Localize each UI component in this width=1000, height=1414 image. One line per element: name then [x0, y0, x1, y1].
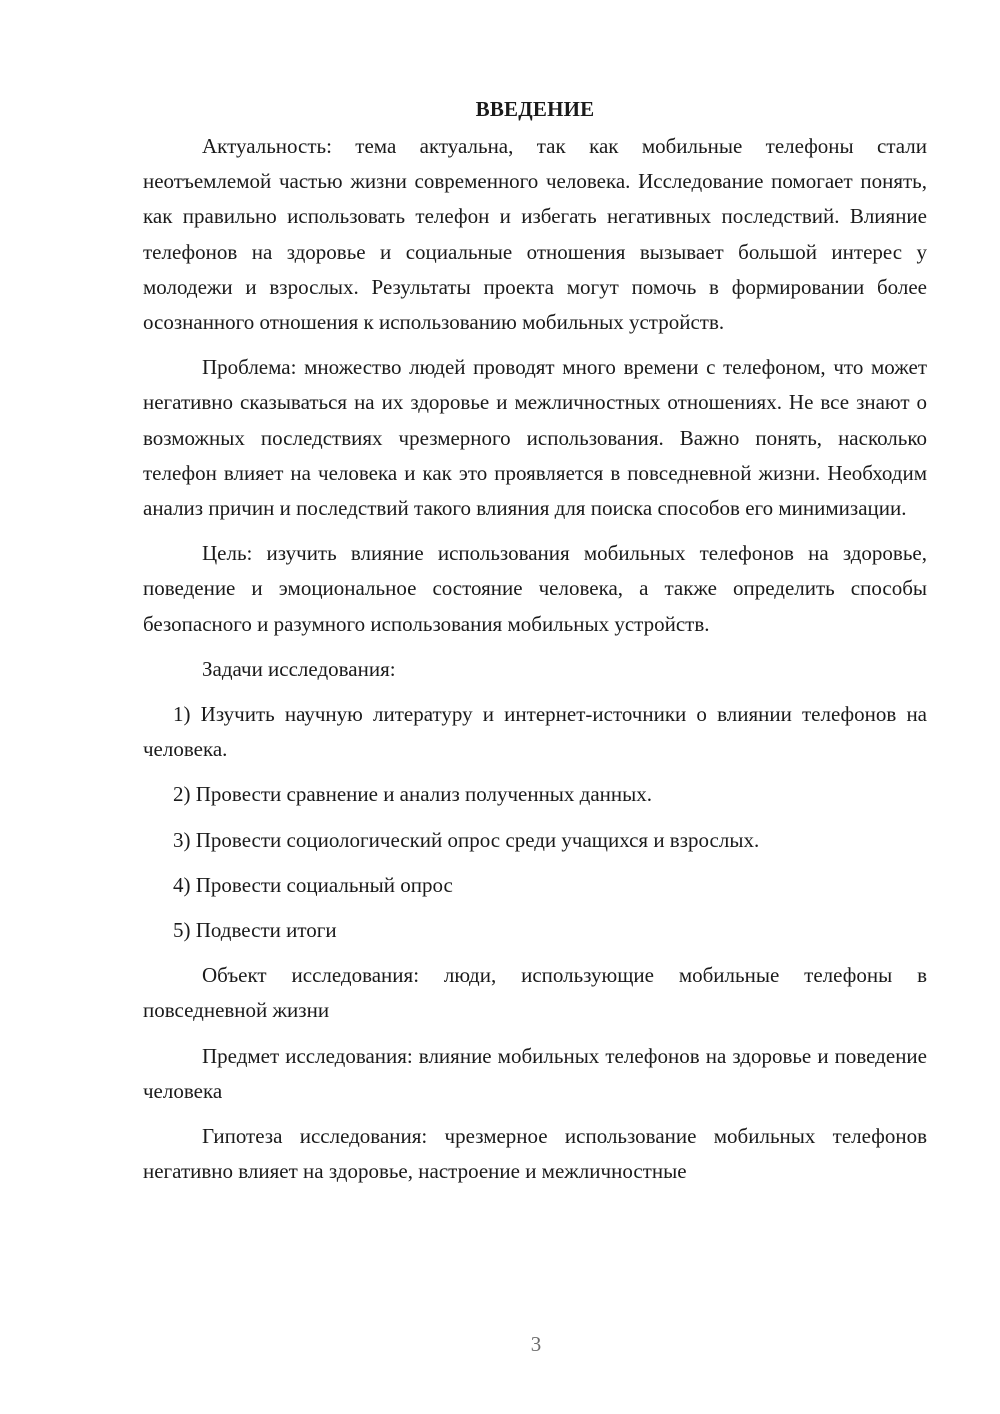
goal-paragraph: Цель: изучить влияние использования мобильных телефонов на здоровье, поведение и эмоциональное состояние человека, а также определить способы безопасного и разумного использования мобильных устройств.	[143, 541, 927, 636]
relevance-paragraph: Актуальность: тема актуальна, так как мобильные телефоны стали неотъемлемой частью жизни современного человека. Исследование помогает понять, как правильно использовать телефон и избегать негативных последствий. Влияние телефонов на здоровье и социальные отношения вызывает большой интерес у молодежи и взрослых. Результаты проекта могут помочь в формировании более осознанного отношения к использованию мобильных устройств.	[143, 134, 927, 335]
subject-paragraph: Предмет исследования: влияние мобильных телефонов на здоровье и поведение человека	[143, 1043, 927, 1103]
page-number: 3	[530, 1332, 542, 1356]
task-item-2: 2) Провести сравнение и анализ полученных данных.	[173, 782, 653, 807]
task-item-1: 1) Изучить научную литературу и интернет-источники о влиянии телефонов на человека.	[143, 702, 927, 762]
task-item-3: 3) Провести социологический опрос среди учащихся и взрослых.	[173, 827, 760, 852]
tasks-heading: Задачи исследования:	[202, 656, 396, 681]
problem-paragraph: Проблема: множество людей проводят много времени с телефоном, что может негативно сказываться на их здоровье и межличностных отношениях. Не все знают о возможных последствиях чрезмерного использования. Важно понять, насколько телефон влияет на человека и как это проявляется в повседневной жизни. Необходим анализ причин и последствий такого влияния для поиска способов его минимизации.	[143, 355, 927, 521]
hypothesis-paragraph: Гипотеза исследования: чрезмерное использование мобильных телефонов негативно влияет на здоровье, настроение и межличностные	[143, 1124, 927, 1184]
task-item-5: 5) Подвести итоги	[173, 918, 337, 943]
object-paragraph: Объект исследования: люди, использующие мобильные телефоны в повседневной жизни	[143, 963, 927, 1023]
page-content	[143, 92, 927, 1189]
task-item-4: 4) Провести социальный опрос	[173, 872, 453, 897]
section-title: ВВЕДЕНИЕ	[475, 97, 595, 121]
